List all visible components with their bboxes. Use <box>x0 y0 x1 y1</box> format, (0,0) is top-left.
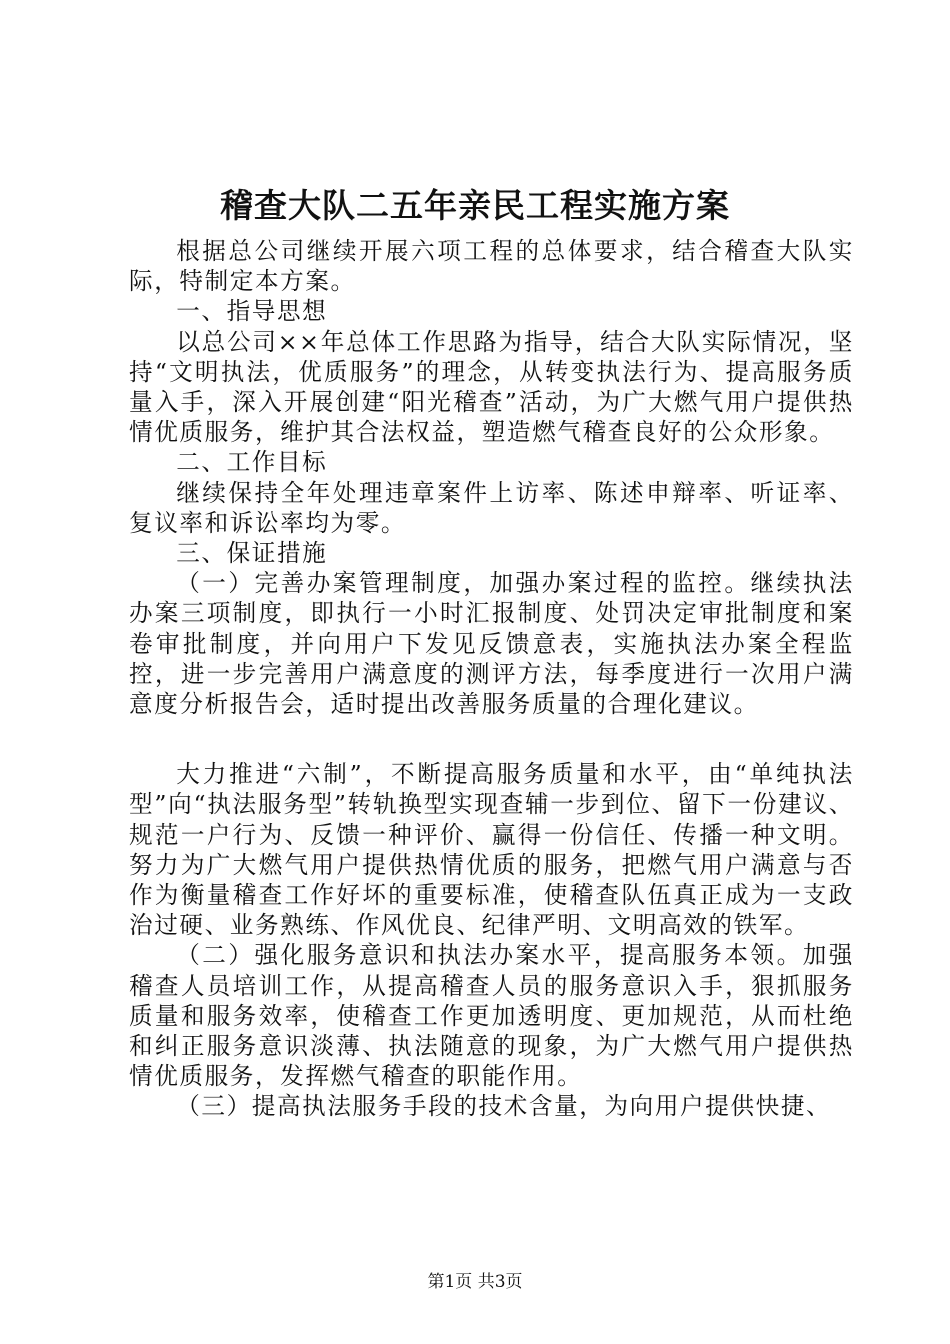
section-heading-guiding-thought: 一、指导思想 <box>176 297 328 326</box>
paragraph-gap <box>129 719 854 759</box>
document-body <box>129 236 854 1122</box>
measure-one-paragraph: （一）完善办案管理制度，加强办案过程的监控。继续执法办案三项制度，即执行一小时汇报制度、处罚决定审批制度和案卷审批制度，并向用户下发见反馈意表，实施执法办案全程监控，进一步完善用户满意度的测评方法，每季度进行一次用户满意度分析报告会，适时提出改善服务质量的合理化建议。 <box>129 569 854 719</box>
section-heading-work-goal: 二、工作目标 <box>176 448 328 477</box>
measure-three-paragraph: （三）提高执法服务手段的技术含量，为向用户提供快捷、 <box>176 1092 832 1121</box>
document-title: 稽查大队二五年亲民工程实施方案 <box>220 186 730 225</box>
work-goal-paragraph: 继续保持全年处理违章案件上访率、陈述申辩率、听证率、复议率和诉讼率均为零。 <box>129 478 854 537</box>
measure-two-paragraph: （二）强化服务意识和执法办案水平，提高服务本领。加强稽查人员培训工作，从提高稽查人员的服务意识入手，狠抓服务质量和服务效率，使稽查工作更加透明度、更加规范，从而杜绝和纠正服务意识淡薄、执法随意的现象，为广大燃气用户提供热情优质服务，发挥燃气稽查的职能作用。 <box>129 941 854 1091</box>
page-footer: 第1页 共3页 <box>427 1272 523 1292</box>
six-systems-paragraph: 大力推进“六制”，不断提高服务质量和水平，由“单纯执法型”向“执法服务型”转轨换型实现查辅一步到位、留下一份建议、规范一户行为、反馈一种评价、赢得一份信任、传播一种文明。努力为广大燃气用户提供热情优质的服务，把燃气用户满意与否作为衡量稽查工作好坏的重要标准，使稽查队伍真正成为一支政治过硬、业务熟练、作风优良、纪律严明、文明高效的铁军。 <box>129 760 854 940</box>
section-heading-measures: 三、保证措施 <box>176 539 328 568</box>
intro-paragraph: 根据总公司继续开展六项工程的总体要求，结合稽查大队实际，特制定本方案。 <box>129 237 854 296</box>
guiding-thought-paragraph: 以总公司××年总体工作思路为指导，结合大队实际情况，坚持“文明执法，优质服务”的理念，从转变执法行为、提高服务质量入手，深入开展创建“阳光稽查”活动，为广大燃气用户提供热情优质服务，维护其合法权益，塑造燃气稽查良好的公众形象。 <box>129 327 854 447</box>
